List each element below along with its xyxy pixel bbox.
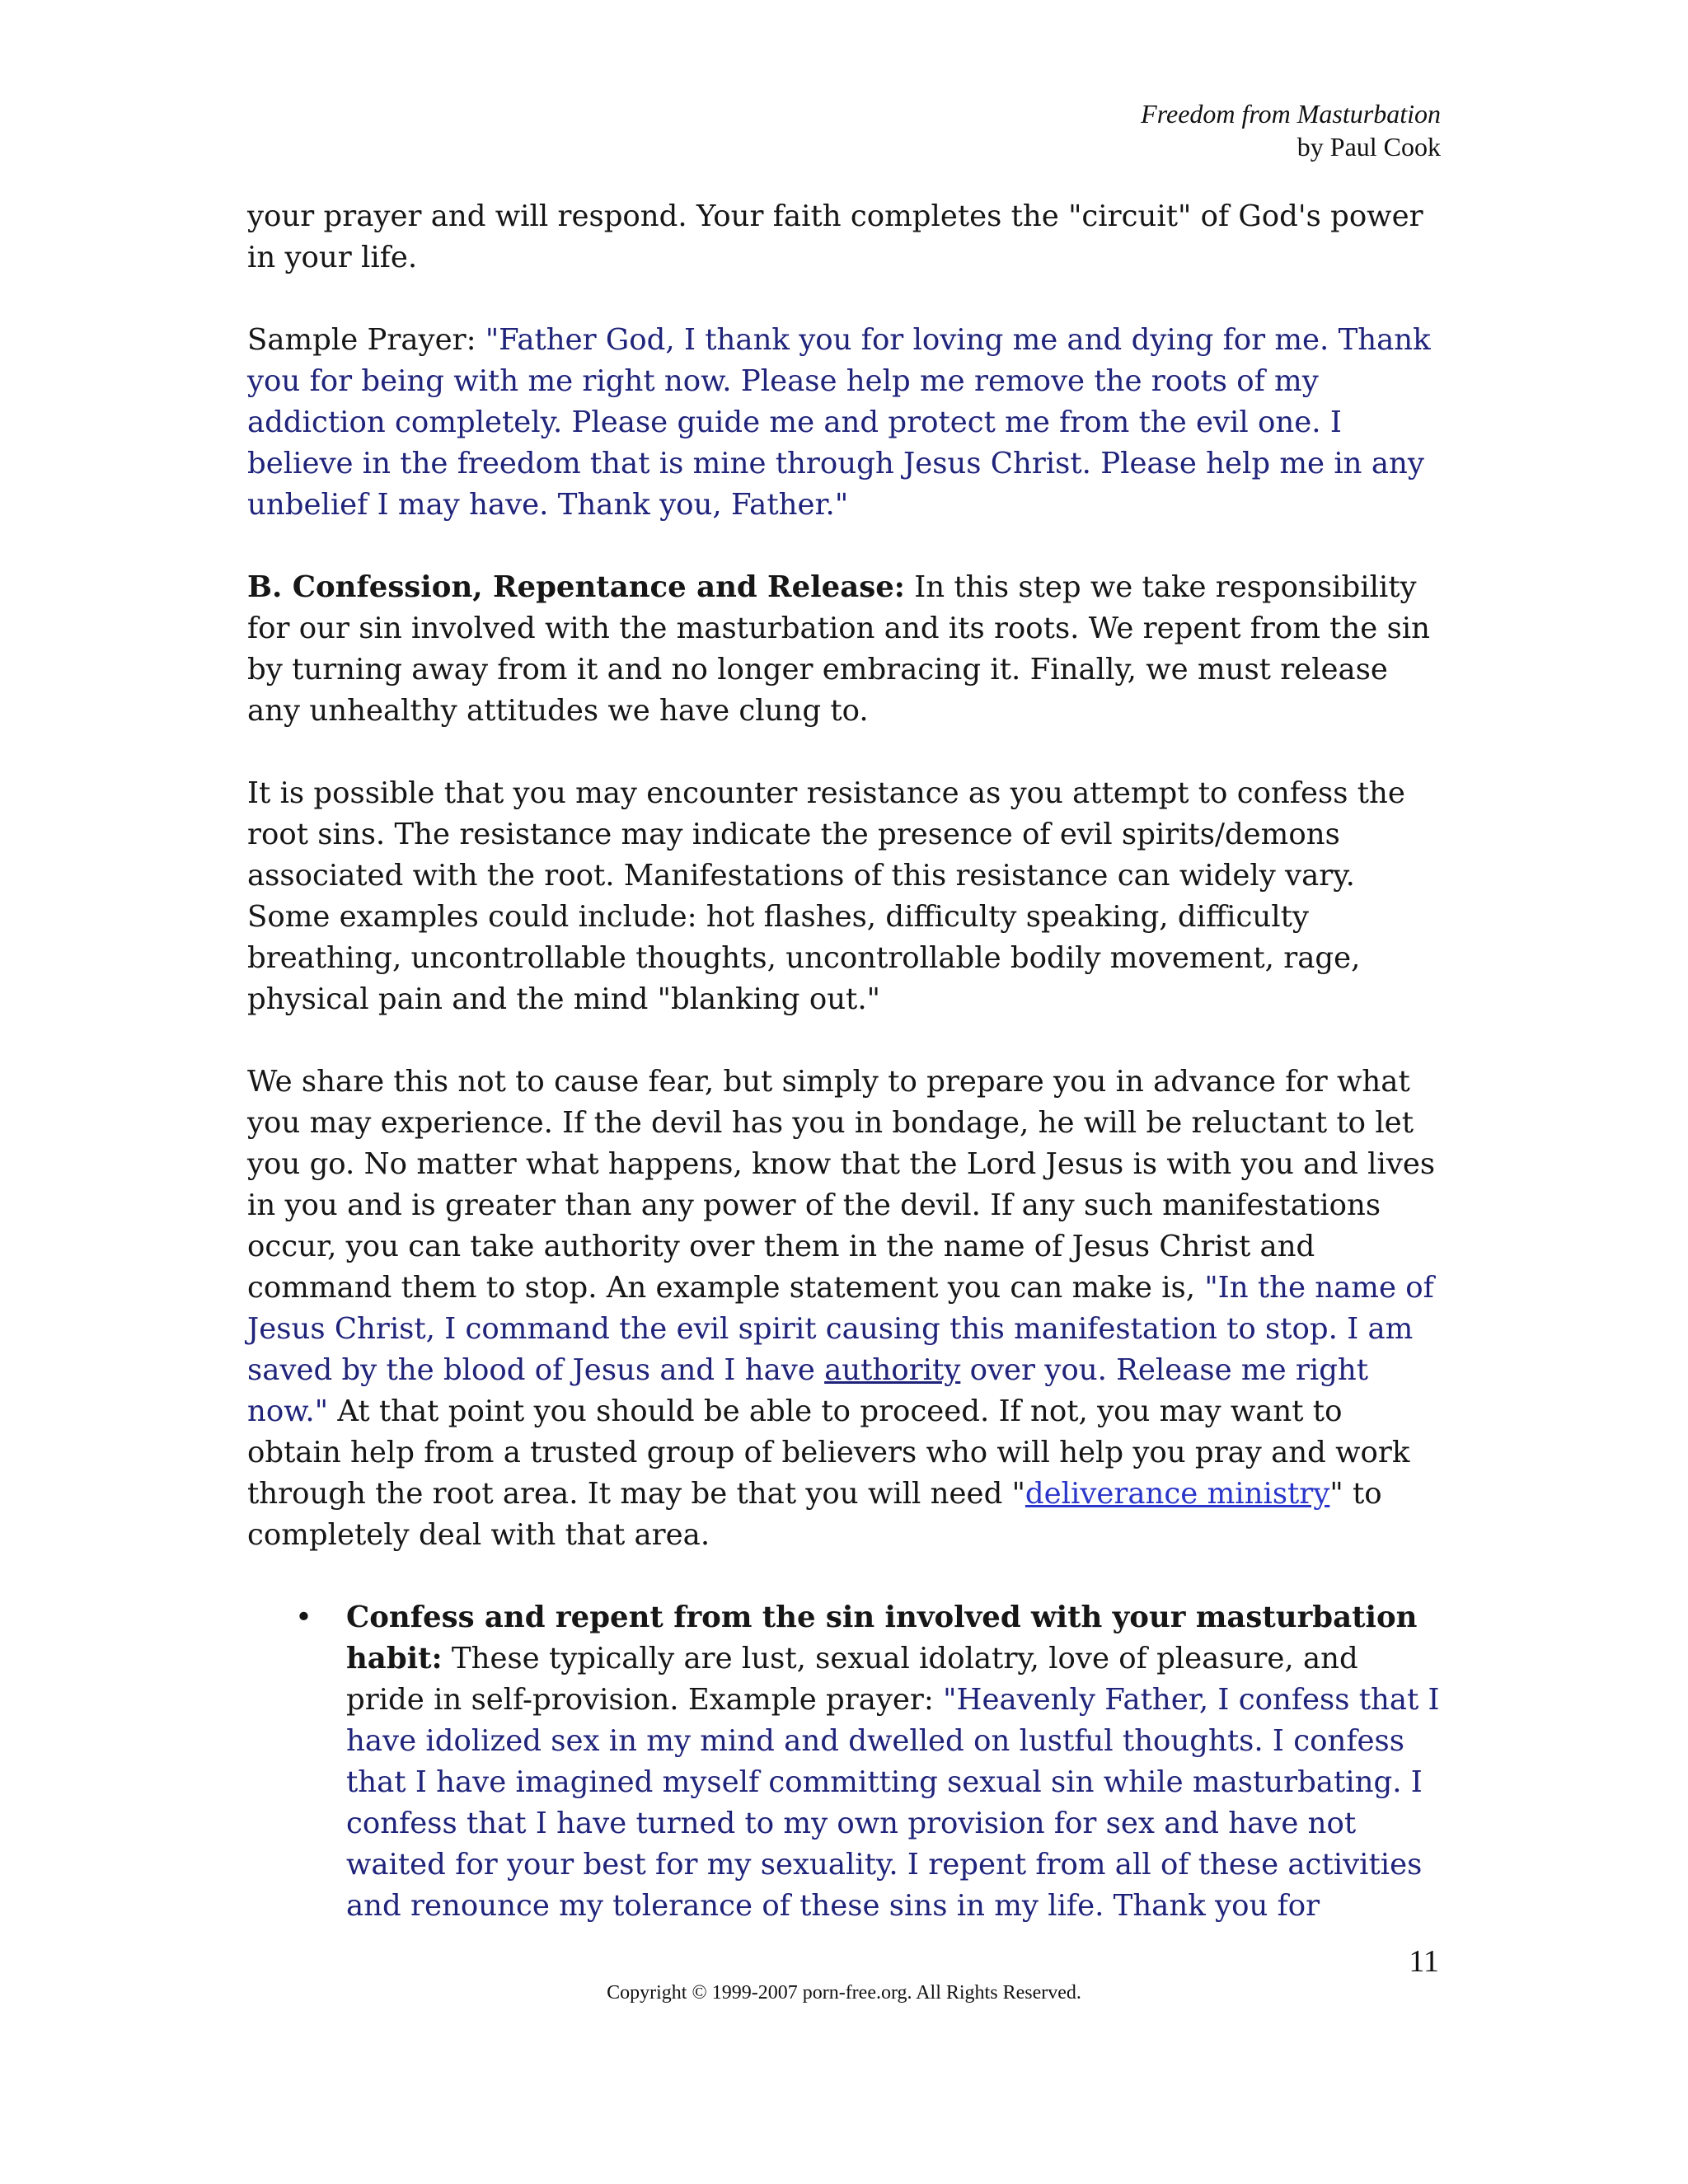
bullet-example-prayer: "Heavenly Father, I confess that I have idolized sex in my mind and dwelled on lustful thoughts. I confess that I have imagined myself committing sexual sin while masturbating. I confess that I have turned to my own provision for sex and have not waited for your best for my sexuality. I repent from all of these activities and renounce my tolerance of these sins in my life. Thank you for xyxy=(346,1683,1440,1923)
paragraph-section-b xyxy=(247,567,1442,732)
paragraph-sample-prayer xyxy=(247,320,1442,526)
header-title: Freedom from Masturbation xyxy=(1141,99,1441,129)
running-header xyxy=(1141,97,1441,163)
bullet-heading: Confess and repent from the sin involved with your masturbation habit: xyxy=(346,1601,1418,1675)
header-author: by Paul Cook xyxy=(1296,132,1441,162)
copyright-footer: Copyright © 1999-2007 porn-free.org. All Rights Reserved. xyxy=(607,1982,1081,2004)
sample-prayer-text: "Father God, I thank you for loving me and dying for me. Thank you for being with me right now. Please help me remove the roots of my addiction completely. Please guide me and protect me from the evil one. I believe in the freedom that is mine through Jesus Christ. Please help me in any unbelief I may have. Thank you, Father." xyxy=(247,323,1431,522)
list-item xyxy=(247,1597,1442,1927)
page-number: 11 xyxy=(1409,1944,1439,1979)
command-statement-end: over you. Release me right now." xyxy=(247,1353,1369,1428)
paragraph-manifestations xyxy=(247,1062,1442,1556)
sample-prayer-label: Sample Prayer: xyxy=(247,323,485,357)
bullet-text: These typically are lust, sexual idolatry, love of pleasure, and pride in self-provision. Example prayer: xyxy=(346,1642,1358,1717)
share-middle-text: At that point you should be able to proceed. If not, you may want to obtain help from a trusted group of believers who will help you pray and work through the root area. It may be that you will need " xyxy=(247,1394,1410,1511)
section-b-text: In this step we take responsibility for our sin involved with the masturbation and its roots. We repent from the sin by turning away from it and no longer embracing it. Finally, we must release any unhealthy attitudes we have clung to. xyxy=(247,570,1431,728)
command-statement-start: "In the name of Jesus Christ, I command the evil spirit causing this manifestation to stop. I am saved by the blood of Jesus and I have xyxy=(247,1271,1434,1387)
document-body xyxy=(247,196,1442,1927)
deliverance-ministry-link[interactable]: deliverance ministry xyxy=(1025,1477,1330,1511)
paragraph-resistance: It is possible that you may encounter resistance as you attempt to confess the root sins. The resistance may indicate the presence of evil spirits/demons associated with the root. Manifestations of this resistance can widely vary. Some examples could include: hot flashes, difficulty speaking, difficulty breathing, uncontrollable thoughts, uncontrollable bodily movement, rage, physical pain and the mind "blanking out." xyxy=(247,776,1405,1016)
section-b-heading: B. Confession, Repentance and Release: xyxy=(247,570,905,604)
share-end-text: " to completely deal with that area. xyxy=(247,1477,1382,1552)
bullet-list xyxy=(247,1597,1442,1927)
authority-link[interactable]: authority xyxy=(824,1353,961,1387)
paragraph-prayer-continuation: your prayer and will respond. Your faith completes the "circuit" of God's power in your life. xyxy=(247,199,1423,274)
share-intro-text: We share this not to cause fear, but simply to prepare you in advance for what you may experience. If the devil has you in bondage, he will be reluctant to let you go. No matter what happens, know that the Lord Jesus is with you and lives in you and is greater than any power of the devil. If any such manifestations occur, you can take authority over them in the name of Jesus Christ and command them to stop. An example statement you can make is, xyxy=(247,1065,1436,1305)
bullet-marker: • xyxy=(295,1601,312,1634)
